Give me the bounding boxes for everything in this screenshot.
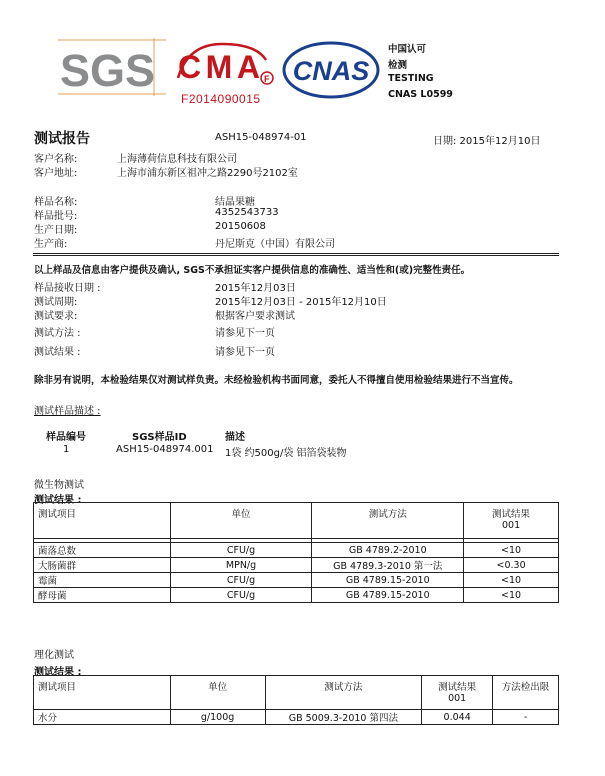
micro-cell-method: GB 4789.2-2010 [312, 543, 464, 558]
physchem-header-result-label: 测试结果 [438, 682, 477, 693]
client-address-value: 上海市浦东新区祖冲之路2290号2102室 [117, 168, 298, 179]
table-row [34, 573, 559, 588]
table-row [34, 710, 559, 725]
sample-batch-value: 4352543733 [215, 207, 279, 218]
sample-desc-header-id: SGS样品ID [132, 432, 187, 443]
report-number: ASH15-048974-01 [215, 132, 307, 143]
micro-section-title: 微生物测试 [34, 480, 84, 491]
cert-line-3: TESTING [388, 73, 434, 84]
physchem-section-title: 理化测试 [34, 650, 74, 661]
micro-cell-method: GB 4789.15-2010 [312, 573, 464, 588]
micro-header-result-id: 001 [501, 520, 521, 531]
micro-cell-unit: MPN/g [170, 558, 312, 573]
cma-f-mark: F [264, 74, 270, 84]
micro-results-label: 测试结果 : [34, 495, 82, 506]
micro-cell-unit: CFU/g [170, 588, 312, 603]
physchem-header-result [422, 676, 493, 710]
physchem-header-lod: 方法检出限 [493, 676, 559, 710]
physchem-header-item: 测试项目 [34, 676, 171, 710]
cert-line-4: CNAS L0599 [388, 89, 453, 100]
physchem-cell-method: GB 5009.3-2010 第四法 [265, 710, 422, 725]
cnas-logo [281, 40, 381, 100]
micro-cell-item: 菌落总数 [34, 543, 171, 558]
cert-line-2: 检测 [388, 60, 408, 71]
table-row [34, 558, 559, 573]
test-method-label: 测试方法 : [34, 328, 81, 339]
sample-desc-text: 1袋 约500g/袋 铝箔袋装物 [225, 448, 347, 459]
micro-cell-item: 酵母菌 [34, 588, 171, 603]
cma-logo-text: CMA [178, 49, 260, 85]
micro-cell-result: <0.30 [464, 558, 559, 573]
physchem-cell-unit: g/100g [170, 710, 265, 725]
client-address-label: 客户地址: [34, 168, 78, 179]
cma-logo [172, 38, 276, 90]
micro-cell-unit: CFU/g [170, 543, 312, 558]
physchem-header-result-id: 001 [448, 693, 467, 704]
sample-batch-label: 样品批号: [34, 211, 78, 222]
sample-name-value: 结晶果糖 [215, 197, 255, 208]
physchem-cell-lod: - [493, 710, 559, 725]
micro-cell-result: <10 [464, 543, 559, 558]
micro-cell-item: 霉菌 [34, 573, 171, 588]
micro-header-result-label: 测试结果 [492, 509, 531, 520]
cert-line-1: 中国认可 [388, 44, 427, 55]
micro-header-item: 测试项目 [34, 503, 171, 539]
micro-header-method: 测试方法 [312, 503, 464, 539]
test-requirement-value: 根据客户要求测试 [215, 311, 295, 322]
physchem-header-method: 测试方法 [265, 676, 422, 710]
test-period-label: 测试周期: [34, 297, 78, 308]
test-requirement-label: 测试要求: [34, 311, 78, 322]
table-row [34, 543, 559, 558]
micro-header-unit: 单位 [170, 503, 312, 539]
sgs-logo-text: SGS [60, 45, 156, 96]
receive-date-value: 2015年12月03日 [215, 283, 296, 294]
divider-double-bottom [33, 255, 559, 256]
test-method-value: 请参见下一页 [215, 328, 275, 339]
client-name-label: 客户名称: [34, 154, 78, 165]
table-row [34, 588, 559, 603]
micro-cell-result: <10 [464, 573, 559, 588]
receive-date-label: 样品接收日期 : [34, 283, 101, 294]
test-result-label: 测试结果 : [34, 347, 81, 358]
micro-cell-result: <10 [464, 588, 559, 603]
physchem-cell-item: 水分 [34, 710, 171, 725]
divider-double-top [33, 253, 559, 254]
micro-cell-unit: CFU/g [170, 573, 312, 588]
sample-desc-header-no: 样品编号 [46, 432, 86, 443]
sample-description-heading: 测试样品描述 : [34, 406, 101, 417]
physchem-cell-result: 0.044 [422, 710, 493, 725]
micro-results-table [33, 502, 559, 603]
report-title: 测试报告 [34, 131, 90, 147]
sample-name-label: 样品名称: [34, 197, 78, 208]
manufacturer-label: 生产商: [34, 239, 68, 250]
physchem-results-label: 测试结果 : [34, 667, 82, 678]
cnas-logo-text: CNAS [292, 56, 370, 86]
physchem-header-row [34, 676, 559, 710]
micro-header-row [34, 503, 559, 539]
physchem-header-unit: 单位 [170, 676, 265, 710]
sample-desc-no: 1 [63, 444, 70, 455]
client-name-value: 上海薄荷信息科技有限公司 [117, 154, 237, 165]
disclaimer-usage: 除非另有说明，本检验结果仅对测试样负责。未经检验机构书面同意，委托人不得擅自使用检验结果进行不当宣传。 [34, 375, 519, 386]
micro-cell-method: GB 4789.3-2010 第一法 [312, 558, 464, 573]
production-date-label: 生产日期: [34, 225, 78, 236]
physchem-results-table [33, 675, 559, 725]
test-result-value: 请参见下一页 [215, 347, 275, 358]
sgs-logo [58, 38, 166, 96]
micro-header-result [464, 503, 559, 539]
sample-desc-header-desc: 描述 [225, 432, 245, 443]
sample-desc-id: ASH15-048974.001 [116, 444, 214, 455]
report-date: 日期: 2015年12月10日 [433, 136, 541, 147]
test-period-value: 2015年12月03日 - 2015年12月10日 [215, 297, 387, 308]
disclaimer-client-info: 以上样品及信息由客户提供及确认, SGS不承担证实客户提供信息的准确性、适当性和(或)完整性责任。 [34, 265, 471, 276]
production-date-value: 20150608 [215, 221, 266, 232]
micro-cell-method: GB 4789.15-2010 [312, 588, 464, 603]
manufacturer-value: 丹尼斯克（中国）有限公司 [215, 239, 335, 250]
cma-number: F2014090015 [181, 92, 261, 106]
micro-cell-item: 大肠菌群 [34, 558, 171, 573]
